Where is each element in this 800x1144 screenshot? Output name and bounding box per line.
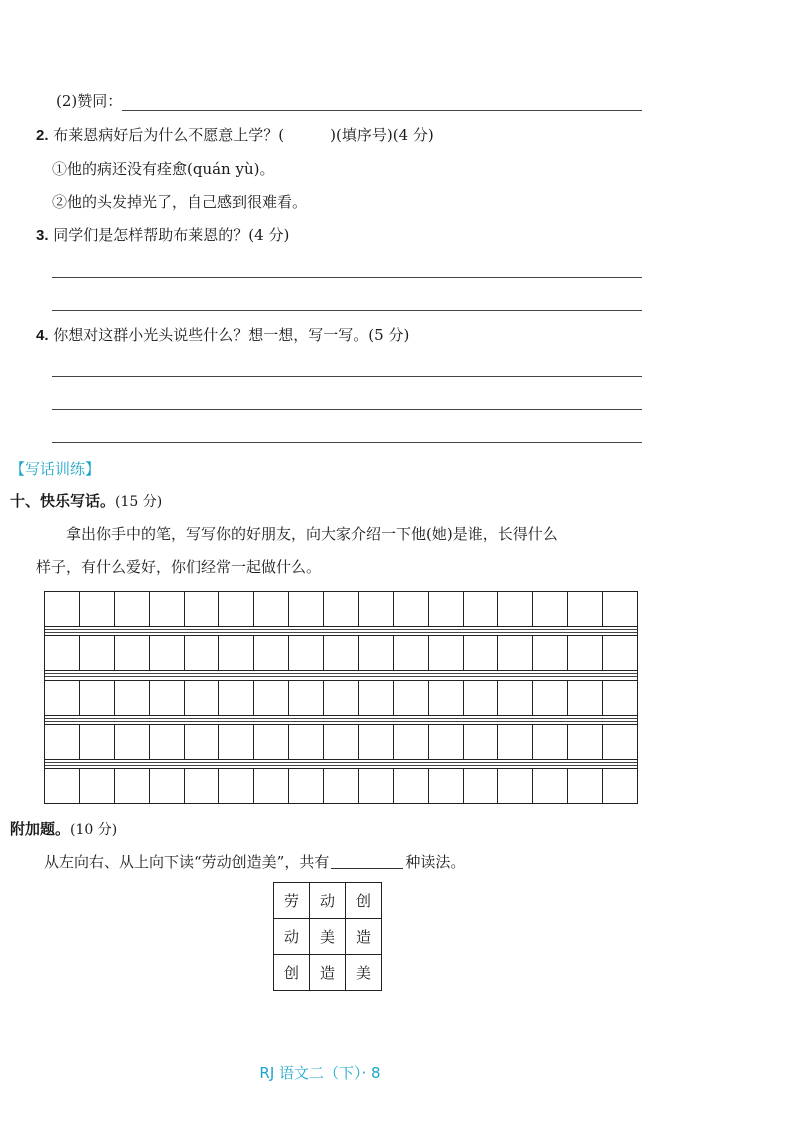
section-10-prompt-2: 样子，有什么爱好，你们经常一起做什么。 <box>36 558 322 576</box>
writing-grid-cell[interactable] <box>115 681 150 715</box>
writing-grid-cell[interactable] <box>568 636 603 670</box>
writing-grid-cell[interactable] <box>45 636 80 670</box>
writing-grid-cell[interactable] <box>394 592 429 626</box>
writing-grid-cell[interactable] <box>603 636 637 670</box>
writing-grid-cell[interactable] <box>150 636 185 670</box>
bonus-text-after: 种读法。 <box>405 853 466 871</box>
writing-grid-cell[interactable] <box>185 592 220 626</box>
q4-text: 你想对这群小光头说些什么？想一想，写一写。(5 分) <box>53 326 410 344</box>
writing-grid-separator <box>44 760 638 768</box>
writing-grid-cell[interactable] <box>429 725 464 759</box>
writing-grid-cell[interactable] <box>464 725 499 759</box>
page-footer: RJ 语文二（下）· 8 <box>259 1064 381 1082</box>
writing-grid-cell[interactable] <box>219 681 254 715</box>
writing-grid-cell[interactable] <box>150 725 185 759</box>
writing-grid-row[interactable] <box>44 591 638 627</box>
writing-grid-separator <box>44 671 638 680</box>
writing-grid-cell[interactable] <box>498 725 533 759</box>
grid-cell: 造 <box>346 919 382 955</box>
grid-cell: 劳 <box>274 883 310 919</box>
q1-2-label: (2)赞同： <box>56 92 123 110</box>
writing-grid-cell[interactable] <box>568 769 603 803</box>
writing-grid-cell[interactable] <box>185 636 220 670</box>
bonus-points: (10 分) <box>70 822 118 838</box>
writing-grid-cell[interactable] <box>533 592 568 626</box>
writing-grid-cell[interactable] <box>429 769 464 803</box>
writing-grid-cell[interactable] <box>324 769 359 803</box>
writing-grid-cell[interactable] <box>324 592 359 626</box>
writing-grid-cell[interactable] <box>498 592 533 626</box>
writing-grid-cell[interactable] <box>324 725 359 759</box>
writing-grid-cell[interactable] <box>603 769 637 803</box>
writing-grid-cell[interactable] <box>289 592 324 626</box>
q2-text-after: )(填序号)(4 分) <box>330 126 434 144</box>
q2-option-2: ②他的头发掉光了，自己感到很难看。 <box>52 193 308 211</box>
q3-text: 同学们是怎样帮助布莱恩的？(4 分) <box>53 226 290 244</box>
writing-grid-cell[interactable] <box>254 636 289 670</box>
writing-grid-cell[interactable] <box>498 636 533 670</box>
writing-grid-cell[interactable] <box>533 636 568 670</box>
writing-grid-cell[interactable] <box>324 681 359 715</box>
grid-cell: 创 <box>346 883 382 919</box>
writing-grid-cell[interactable] <box>464 681 499 715</box>
writing-grid-cell[interactable] <box>150 769 185 803</box>
writing-grid-cell[interactable] <box>80 592 115 626</box>
writing-grid-cell[interactable] <box>568 592 603 626</box>
q4-answer-line-1[interactable] <box>52 376 642 377</box>
writing-grid-cell[interactable] <box>254 725 289 759</box>
writing-grid-cell[interactable] <box>219 592 254 626</box>
writing-grid-cell[interactable] <box>254 681 289 715</box>
writing-grid-cell[interactable] <box>115 636 150 670</box>
q3-number: 3. <box>36 227 49 244</box>
writing-grid-cell[interactable] <box>185 769 220 803</box>
writing-grid-cell[interactable] <box>533 769 568 803</box>
q4-number: 4. <box>36 327 49 344</box>
grid-cell: 造 <box>310 955 346 991</box>
writing-grid-cell[interactable] <box>394 636 429 670</box>
section-tag: 【写话训练】 <box>10 460 101 478</box>
writing-grid-cell[interactable] <box>603 681 637 715</box>
writing-grid-cell[interactable] <box>603 592 637 626</box>
grid-cell: 美 <box>310 919 346 955</box>
writing-grid-cell[interactable] <box>45 769 80 803</box>
writing-grid-cell[interactable] <box>394 725 429 759</box>
writing-grid-cell[interactable] <box>80 769 115 803</box>
writing-grid-cell[interactable] <box>498 681 533 715</box>
writing-grid-cell[interactable] <box>533 725 568 759</box>
q2-option-1: ①他的病还没有痊愈(quán yù)。 <box>52 160 275 178</box>
section-10-prompt-1: 拿出你手中的笔，写写你的好朋友，向大家介绍一下他(她)是谁，长得什么 <box>66 525 558 543</box>
writing-grid-cell[interactable] <box>45 725 80 759</box>
writing-grid-cell[interactable] <box>150 681 185 715</box>
writing-grid-cell[interactable] <box>394 681 429 715</box>
writing-grid-cell[interactable] <box>533 681 568 715</box>
question-3 <box>36 224 289 245</box>
writing-grid-separator <box>44 716 638 724</box>
writing-grid-cell[interactable] <box>568 725 603 759</box>
writing-grid-cell[interactable] <box>219 725 254 759</box>
writing-grid-separator <box>44 627 638 635</box>
writing-grid-cell[interactable] <box>464 769 499 803</box>
q3-answer-line-1[interactable] <box>52 277 642 278</box>
bonus-text-before: 从左向右、从上向下读“劳动创造美”，共有 <box>44 853 330 871</box>
q1-2-answer-line[interactable] <box>122 110 642 111</box>
writing-grid-cell[interactable] <box>394 769 429 803</box>
section-10-heading <box>10 490 162 511</box>
grid-cell: 动 <box>274 919 310 955</box>
writing-grid-cell[interactable] <box>429 681 464 715</box>
writing-grid-cell[interactable] <box>289 725 324 759</box>
writing-grid-cell[interactable] <box>429 592 464 626</box>
q4-answer-line-3[interactable] <box>52 442 642 443</box>
question-4 <box>36 324 409 345</box>
writing-grid-cell[interactable] <box>115 725 150 759</box>
grid-cell: 美 <box>346 955 382 991</box>
bonus-title: 附加题。 <box>10 820 71 838</box>
writing-grid-row[interactable] <box>44 635 638 671</box>
writing-grid-cell[interactable] <box>324 636 359 670</box>
writing-grid-cell[interactable] <box>254 769 289 803</box>
writing-grid-cell[interactable] <box>498 769 533 803</box>
section-10-title: 十、快乐写话。 <box>10 492 116 510</box>
q4-answer-line-2[interactable] <box>52 409 642 410</box>
writing-grid-cell[interactable] <box>185 725 220 759</box>
writing-grid-cell[interactable] <box>185 681 220 715</box>
writing-grid-row[interactable] <box>44 680 638 716</box>
section-10-points: (15 分) <box>115 494 163 510</box>
writing-grid-cell[interactable] <box>359 769 394 803</box>
character-grid <box>273 882 382 991</box>
writing-grid-cell[interactable] <box>359 636 394 670</box>
writing-grid-cell[interactable] <box>45 592 80 626</box>
writing-grid-cell[interactable] <box>115 592 150 626</box>
writing-grid-cell[interactable] <box>80 636 115 670</box>
writing-grid-cell[interactable] <box>45 681 80 715</box>
bonus-question <box>44 851 465 872</box>
writing-grid-cell[interactable] <box>150 592 185 626</box>
writing-grid-cell[interactable] <box>219 769 254 803</box>
writing-grid-cell[interactable] <box>115 769 150 803</box>
q3-answer-line-2[interactable] <box>52 310 642 311</box>
writing-grid-cell[interactable] <box>359 592 394 626</box>
q2-text-before: 布莱恩病好后为什么不愿意上学？( <box>53 126 285 144</box>
writing-grid-cell[interactable] <box>568 681 603 715</box>
writing-grid-cell[interactable] <box>254 592 289 626</box>
q2-number: 2. <box>36 127 49 144</box>
writing-grid-cell[interactable] <box>603 725 637 759</box>
writing-grid-cell[interactable] <box>289 636 324 670</box>
writing-grid-cell[interactable] <box>289 681 324 715</box>
writing-grid-cell[interactable] <box>359 681 394 715</box>
writing-grid-cell[interactable] <box>219 636 254 670</box>
writing-grid-cell[interactable] <box>80 725 115 759</box>
grid-cell: 创 <box>274 955 310 991</box>
grid-cell: 动 <box>310 883 346 919</box>
writing-grid-cell[interactable] <box>80 681 115 715</box>
writing-grid-cell[interactable] <box>289 769 324 803</box>
bonus-heading <box>10 818 117 839</box>
writing-grid-row[interactable] <box>44 768 638 804</box>
writing-grid-cell[interactable] <box>359 725 394 759</box>
writing-grid-row[interactable] <box>44 724 638 760</box>
writing-grid-cell[interactable] <box>429 636 464 670</box>
writing-grid-cell[interactable] <box>464 592 499 626</box>
question-2 <box>36 124 434 145</box>
bonus-answer-blank[interactable] <box>331 854 403 869</box>
writing-grid-cell[interactable] <box>464 636 499 670</box>
